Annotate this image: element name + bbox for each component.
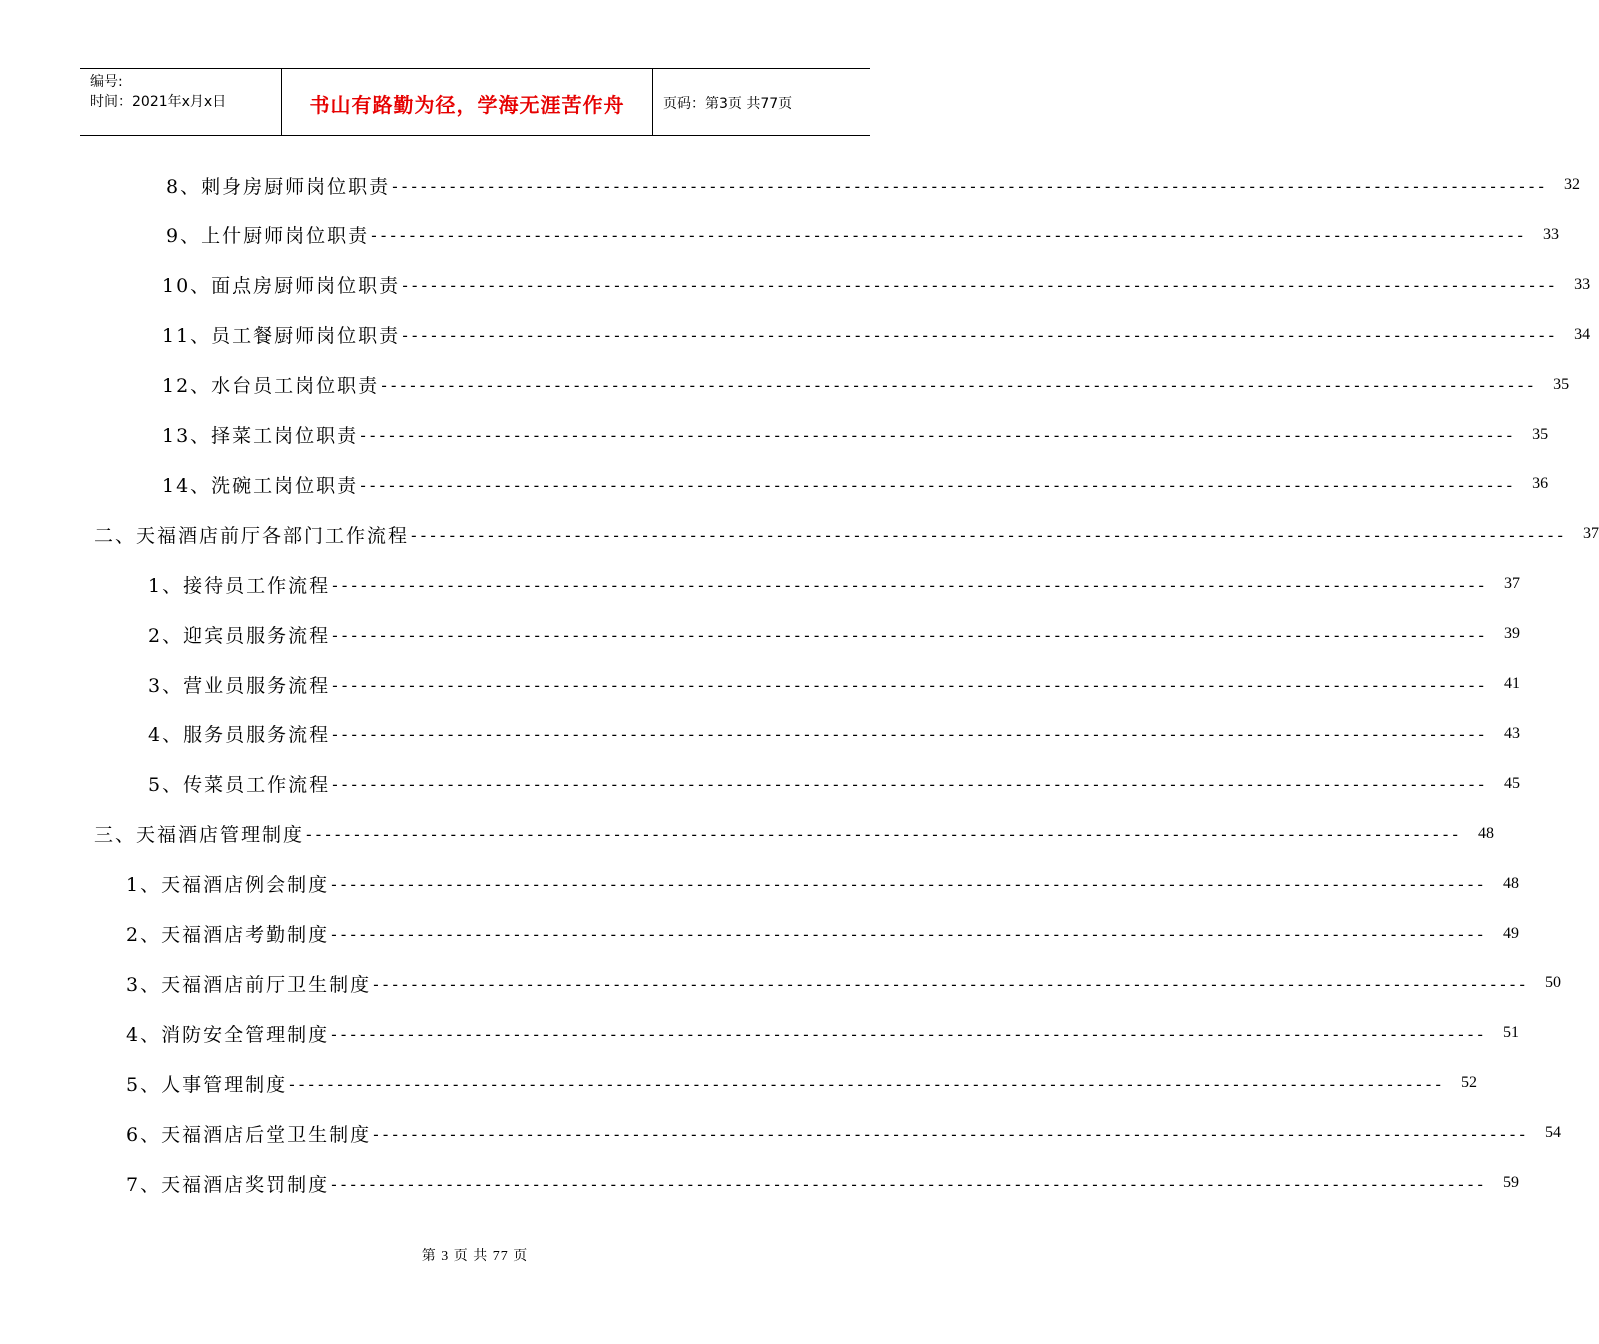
toc-entry-page: 51 — [1503, 1024, 1520, 1042]
toc-leader: ------------------------------------------------------------------------------------------------------------------------ — [330, 675, 1487, 695]
toc-entry-label: 10、面点房厨师岗位职责 — [162, 275, 401, 298]
toc-leader: ------------------------------------------------------------------------------------------------------------------------ — [400, 276, 1557, 296]
toc-entry-page: 36 — [1532, 475, 1549, 493]
toc-entry[interactable] — [148, 719, 1521, 749]
toc-entry-page: 50 — [1545, 974, 1562, 992]
toc-entry[interactable] — [126, 968, 1562, 998]
toc-entry-label: 5、传菜员工作流程 — [148, 774, 331, 797]
toc-leader: ------------------------------------------------------------------------------------------------------------------------ — [371, 1124, 1528, 1144]
toc-entry[interactable] — [162, 320, 1591, 350]
toc-entry-label: 3、营业员服务流程 — [148, 674, 331, 697]
toc-entry-page: 39 — [1504, 625, 1521, 643]
toc-leader: ------------------------------------------------------------------------------------------------------------------------ — [329, 1174, 1486, 1194]
toc-entry-page: 32 — [1564, 176, 1581, 193]
toc-entry-page: 37 — [1504, 575, 1521, 593]
toc-leader: ------------------------------------------------------------------------------------------------------------------------ — [304, 825, 1460, 845]
toc-leader: ------------------------------------------------------------------------------------------------------------------------ — [369, 226, 1526, 246]
toc-entry-label: 11、员工餐厨师岗位职责 — [162, 325, 401, 348]
toc-leader: ------------------------------------------------------------------------------------------------------------------------ — [330, 625, 1487, 645]
document-date: 时间：2021年x月x日 — [90, 94, 227, 110]
toc-entry[interactable] — [162, 370, 1570, 400]
toc-leader: ------------------------------------------------------------------------------------------------------------------------ — [330, 725, 1487, 745]
toc-entry-page: 35 — [1553, 375, 1570, 393]
toc-entry[interactable] — [94, 819, 1494, 849]
toc-entry[interactable] — [166, 220, 1560, 250]
toc-entry[interactable] — [148, 569, 1521, 599]
toc-entry[interactable] — [166, 170, 1581, 200]
toc-entry-page: 45 — [1504, 774, 1521, 792]
toc-leader: ------------------------------------------------------------------------------------------------------------------------ — [329, 1024, 1486, 1044]
toc-entry[interactable] — [162, 469, 1549, 499]
toc-entry[interactable] — [126, 1118, 1562, 1148]
page-footer: 第 3 页 共 77 页 — [421, 1249, 529, 1264]
toc-entry[interactable] — [148, 769, 1521, 799]
toc-entry-label: 三、天福酒店管理制度 — [94, 824, 305, 847]
toc-leader: ------------------------------------------------------------------------------------------------------------------------ — [400, 326, 1557, 346]
toc-entry[interactable] — [162, 420, 1549, 450]
toc-leader: ------------------------------------------------------------------------------------------------------------------------ — [287, 1074, 1444, 1094]
toc-entry-page: 52 — [1461, 1074, 1478, 1092]
toc-leader: ------------------------------------------------------------------------------------------------------------------------ — [379, 376, 1536, 396]
toc-entry-page: 48 — [1503, 874, 1520, 892]
toc-entry[interactable] — [126, 869, 1520, 899]
toc-entry-label: 14、洗碗工岗位职责 — [162, 474, 359, 497]
toc-entry-page: 59 — [1503, 1174, 1520, 1191]
toc-entry-label: 二、天福酒店前厅各部门工作流程 — [94, 524, 410, 547]
toc-entry-page: 33 — [1574, 275, 1591, 293]
header-page-info: 页码：第3页 共77页 — [663, 96, 793, 112]
toc-entry-page: 37 — [1582, 525, 1599, 543]
toc-leader: ------------------------------------------------------------------------------------------------------------------------ — [330, 775, 1487, 795]
toc-entry[interactable] — [148, 619, 1521, 649]
toc-entry-page: 49 — [1503, 924, 1520, 942]
toc-leader: ------------------------------------------------------------------------------------------------------------------------ — [330, 575, 1487, 595]
toc-entry-label: 12、水台员工岗位职责 — [162, 375, 380, 398]
toc-entry-label: 1、天福酒店例会制度 — [126, 874, 330, 897]
toc-leader: ------------------------------------------------------------------------------------------------------------------------ — [329, 925, 1486, 944]
toc-leader: ------------------------------------------------------------------------------------------------------------------------ — [390, 176, 1547, 196]
page-header — [80, 68, 870, 136]
toc-entry[interactable] — [126, 919, 1520, 949]
toc-entry-page: 34 — [1574, 325, 1591, 343]
toc-entry[interactable] — [126, 1068, 1478, 1098]
toc-entry-page: 43 — [1504, 724, 1521, 742]
toc-entry[interactable] — [126, 1168, 1520, 1198]
toc-entry-label: 8、刺身房厨师岗位职责 — [166, 175, 391, 198]
toc-entry[interactable] — [126, 1018, 1520, 1048]
toc-entry-label: 13、择菜工岗位职责 — [162, 425, 359, 447]
toc-entry-label: 2、天福酒店考勤制度 — [126, 924, 330, 946]
toc-entry-label: 2、迎宾员服务流程 — [148, 624, 331, 647]
toc-entry-label: 3、天福酒店前厅卫生制度 — [126, 973, 372, 996]
toc-entry-label: 1、接待员工作流程 — [148, 574, 331, 597]
toc-entry-label: 9、上什厨师岗位职责 — [166, 225, 370, 248]
toc-leader: ------------------------------------------------------------------------------------------------------------------------ — [358, 475, 1515, 495]
toc-leader: ------------------------------------------------------------------------------------------------------------------------ — [358, 426, 1515, 445]
toc-entry[interactable] — [148, 669, 1521, 699]
toc-entry-page: 54 — [1545, 1124, 1562, 1142]
toc-leader: ------------------------------------------------------------------------------------------------------------------------ — [329, 875, 1486, 895]
toc-entry-label: 4、消防安全管理制度 — [126, 1023, 330, 1046]
toc-leader: ------------------------------------------------------------------------------------------------------------------------ — [371, 974, 1528, 994]
toc-entry-label: 5、人事管理制度 — [126, 1073, 288, 1096]
toc-leader: ------------------------------------------------------------------------------------------------------------------------ — [409, 525, 1565, 545]
toc-entry[interactable] — [94, 519, 1599, 549]
toc-entry-page: 33 — [1543, 225, 1560, 243]
toc-entry[interactable] — [162, 270, 1591, 300]
document-number-label: 编号: — [90, 74, 123, 90]
toc-entry-page: 35 — [1532, 425, 1549, 443]
toc-entry-page: 41 — [1504, 675, 1521, 692]
toc-entry-label: 4、服务员服务流程 — [148, 724, 331, 747]
header-motto: 书山有路勤为径，学海无涯苦作舟 — [282, 69, 653, 135]
header-meta — [80, 69, 282, 135]
toc-entry-label: 7、天福酒店奖罚制度 — [126, 1173, 330, 1196]
toc-entry-page: 48 — [1477, 824, 1494, 842]
toc-entry-label: 6、天福酒店后堂卫生制度 — [126, 1123, 372, 1146]
